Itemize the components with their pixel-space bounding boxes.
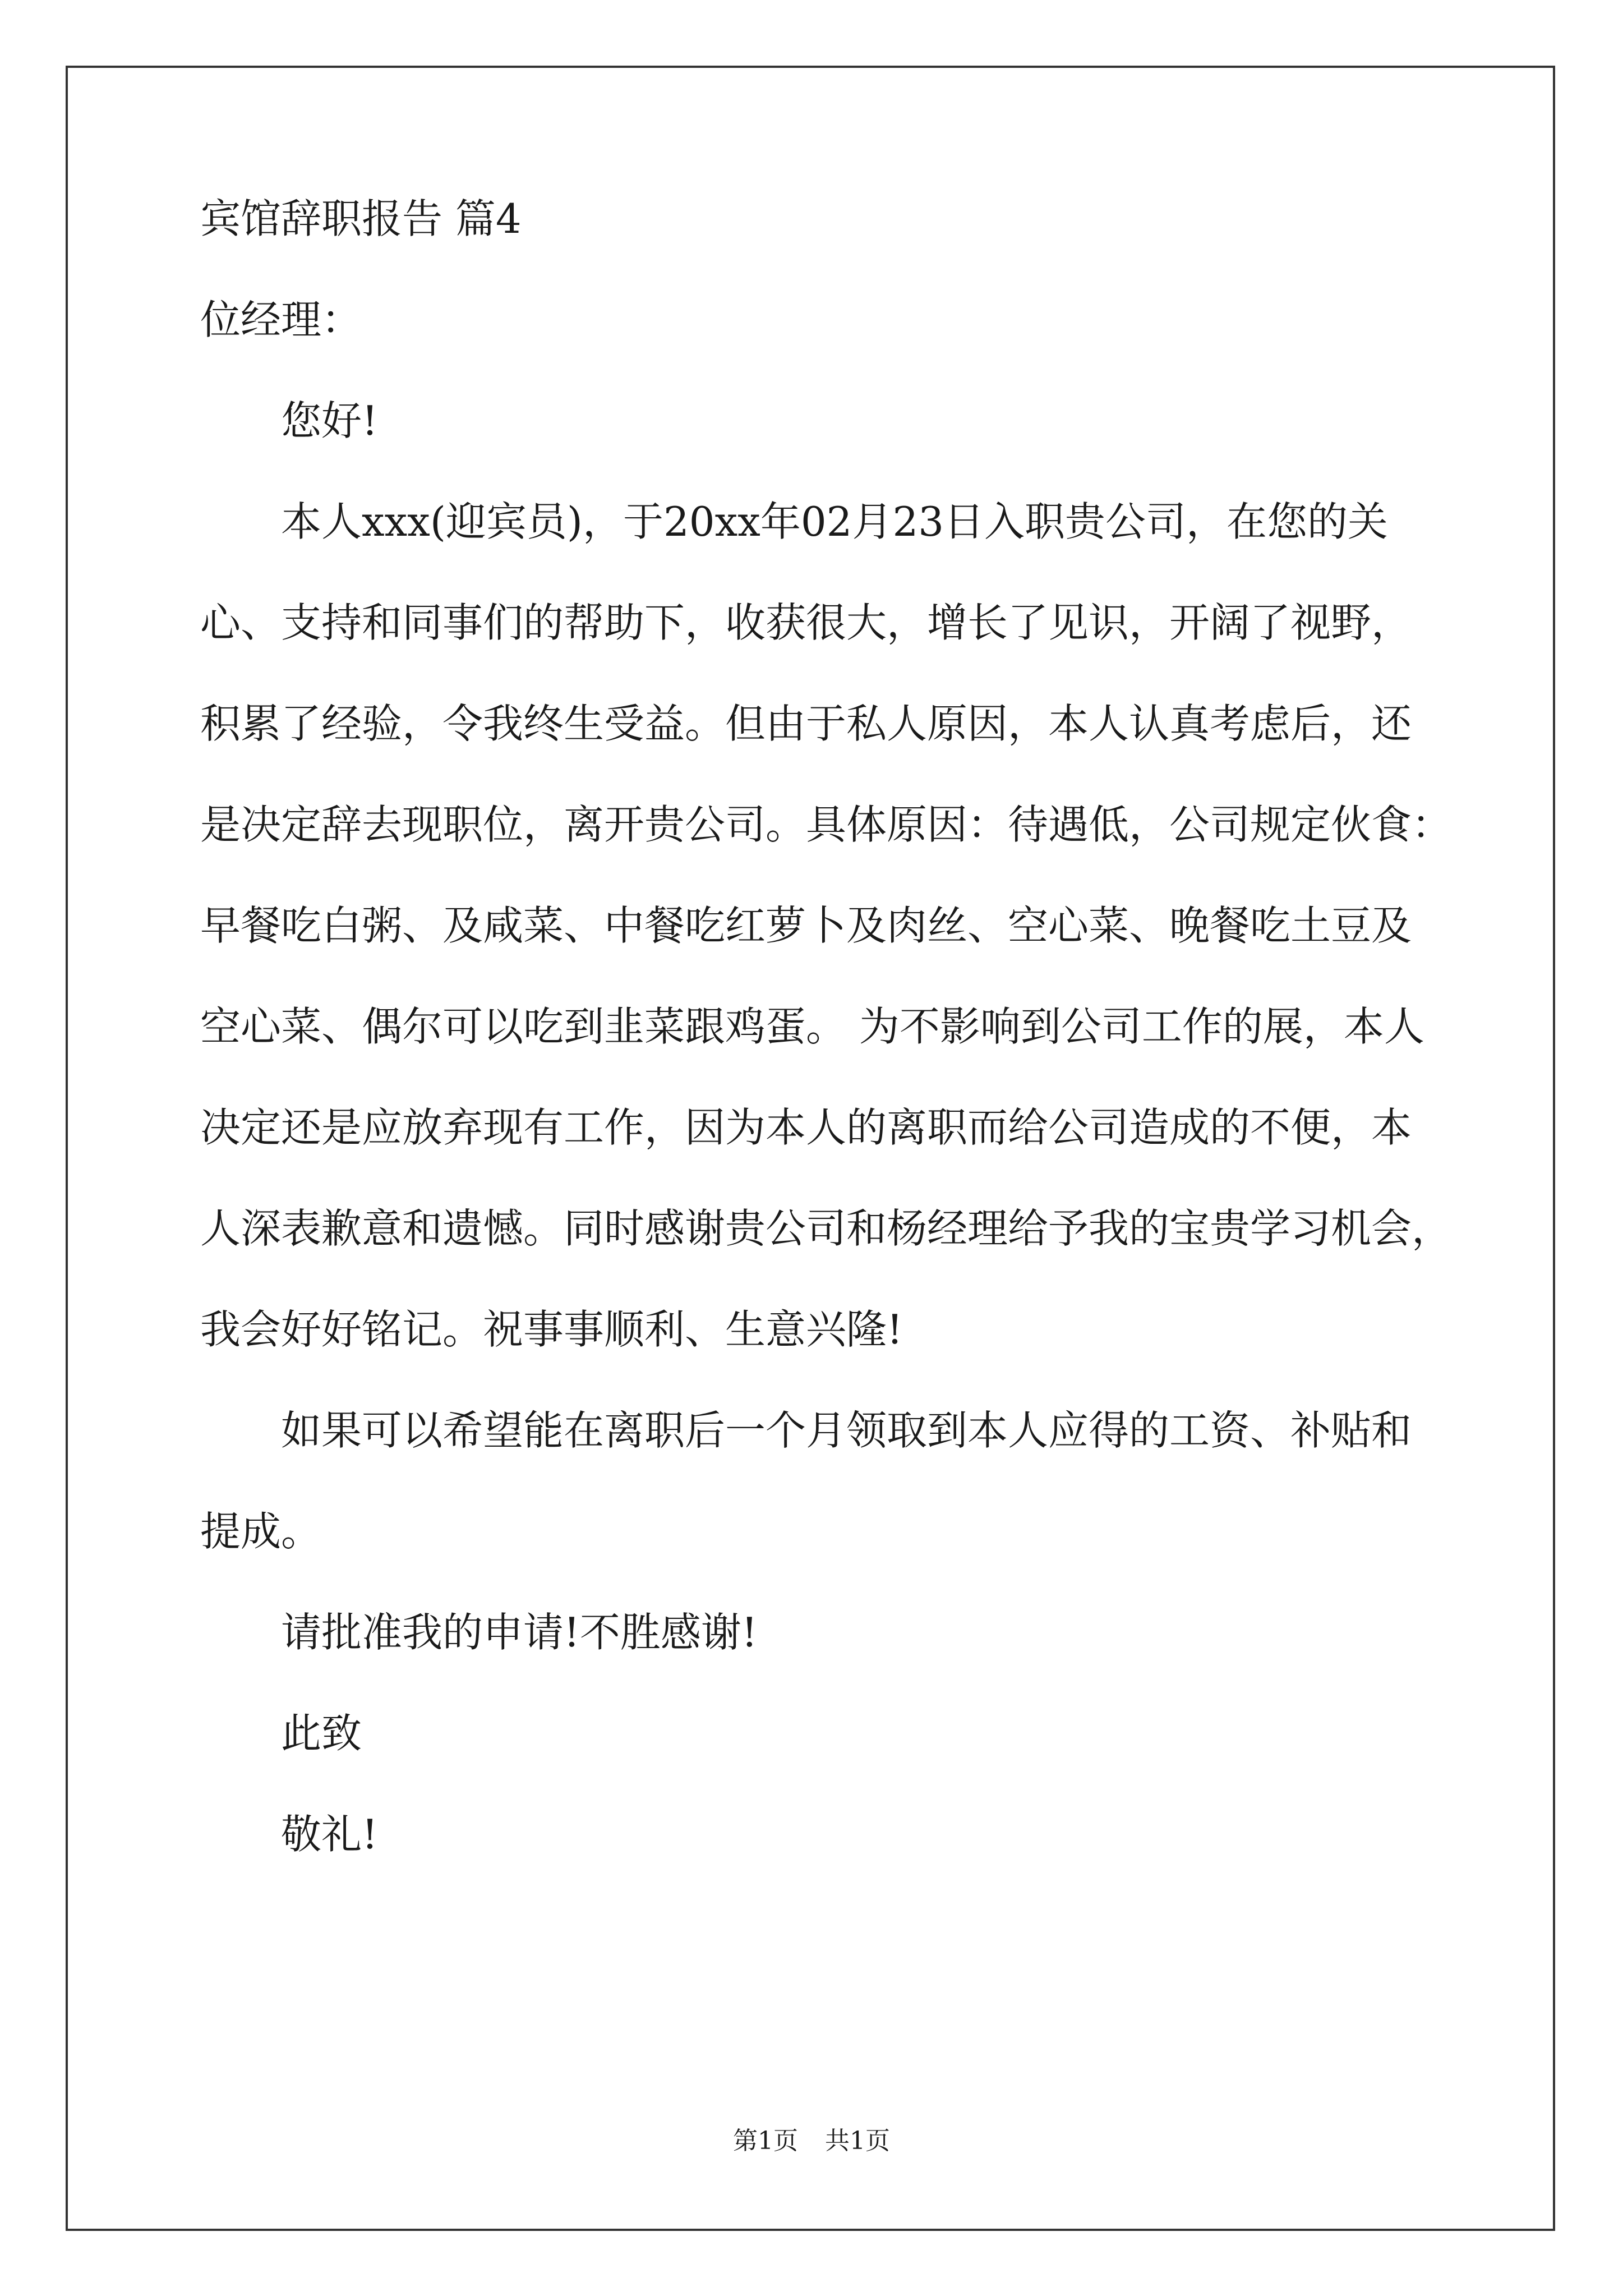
closing-line-1: 此致 (281, 1710, 362, 1757)
body-line: 空心菜、偶尔可以吃到韭菜跟鸡蛋。 为不影响到公司工作的展，本人 (200, 1003, 1424, 1050)
body-line: 积累了经验，令我终生受益。但由于私人原因，本人认真考虑后，还 (200, 700, 1412, 747)
greeting: 您好! (281, 397, 378, 444)
salutation: 位经理： (200, 296, 362, 343)
approval-text: 请批准我的申请!不胜感谢! (281, 1609, 758, 1656)
page-footer (0, 2120, 1623, 2156)
request-line: 提成。 (200, 1508, 322, 1555)
body-line: 本人xxx(迎宾员)，于20xx年02月23日入职贵公司，在您的关 (281, 498, 1389, 545)
page-total: 共1页 (825, 2127, 890, 2155)
body-line: 心、支持和同事们的帮助下，收获很大，增长了见识，开阔了视野， (200, 599, 1412, 646)
request-paragraph (200, 1380, 1423, 1582)
request-line: 如果可以希望能在离职后一个月领取到本人应得的工资、补贴和 (281, 1407, 1412, 1454)
body-line: 早餐吃白粥、及咸菜、中餐吃红萝卜及肉丝、空心菜、晚餐吃土豆及 (200, 902, 1412, 949)
body-line: 是决定辞去现职位，离开贵公司。具体原因：待遇低，公司规定伙食： (200, 801, 1453, 848)
document-title: 宾馆辞职报告 篇4 (200, 195, 522, 242)
body-paragraph (200, 471, 1453, 1380)
page-number: 第1页 (733, 2127, 798, 2155)
body-line: 决定还是应放弃现有工作，因为本人的离职而给公司造成的不便，本 (200, 1104, 1412, 1151)
closing-line-2: 敬礼! (281, 1811, 378, 1858)
body-line: 人深表歉意和遗憾。同时感谢贵公司和杨经理给予我的宝贵学习机会， (200, 1205, 1453, 1252)
body-line: 我会好好铭记。祝事事顺利、生意兴隆! (200, 1306, 903, 1353)
document-body (200, 168, 1453, 1885)
